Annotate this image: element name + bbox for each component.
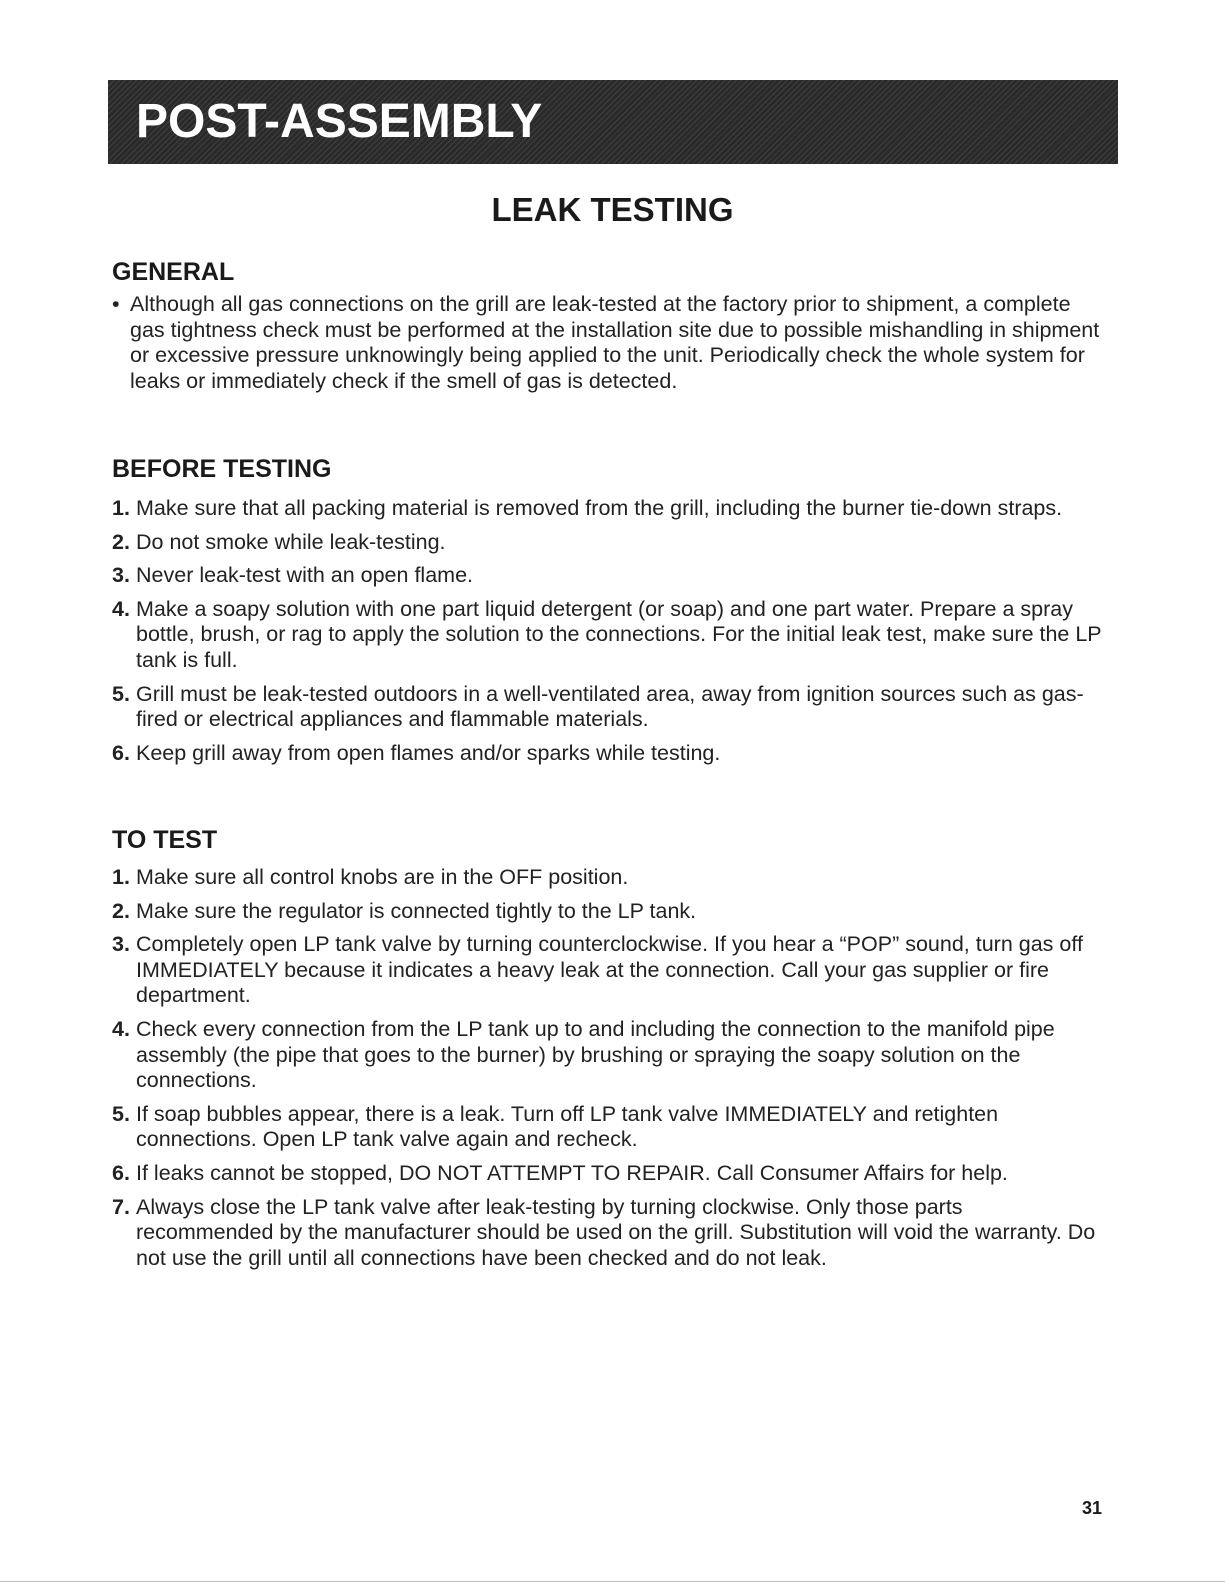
item-number: 3. [112,932,130,957]
before-testing-item-5 [112,682,1102,733]
item-text: Make sure that all packing material is removed from the grill, including the burner tie-down straps. [136,496,1063,520]
to-test-list [112,865,1102,1271]
page-title: LEAK TESTING [491,191,734,228]
before-testing-item-1 [112,496,1102,522]
page-number: 31 [1081,1498,1102,1518]
to-test-item-6 [112,1161,1102,1187]
before-testing-list [112,496,1102,766]
to-test-heading: TO TEST [112,826,218,854]
item-number: 5. [112,681,130,706]
bottom-rule [0,1581,1225,1582]
item-text: Completely open LP tank valve by turning counterclockwise. If you hear a “POP” sound, turn gas off IMMEDIATELY because it indicates a heavy leak at the connection. Call your gas supplier or fire department. [136,932,1083,1008]
item-number: 2. [112,898,130,923]
item-number: 4. [112,1016,130,1041]
general-heading: GENERAL [112,258,235,286]
before-testing-item-2 [112,530,1102,556]
item-number: 2. [112,529,130,554]
section-banner [108,80,1118,164]
item-number: 7. [112,1194,130,1219]
item-text: Make sure the regulator is connected tightly to the LP tank. [136,898,697,923]
item-text: If leaks cannot be stopped, DO NOT ATTEMPT TO REPAIR. Call Consumer Affairs for help. [136,1160,1008,1185]
item-text: Always close the LP tank valve after leak-testing by turning clockwise. Only those parts recommended by the manufacturer should be used on the grill. Substitution will void the warranty. Do not use the grill until all connections have been checked and do not leak. [136,1194,1096,1270]
before-testing-item-3 [112,563,1102,589]
to-test-item-1 [112,865,1102,891]
item-number: 4. [112,596,130,621]
general-bullet-item [112,292,1102,394]
to-test-section [112,865,1102,1279]
bullet-marker: • [112,292,120,316]
item-text: Grill must be leak-tested outdoors in a well-ventilated area, away from ignition sources such as gas-fired or electrical appliances and flammable materials. [136,681,1084,732]
item-text: Make a soapy solution with one part liquid detergent (or soap) and one part water. Prepare a spray bottle, brush, or rag to apply the solution to the connections. For the initial leak test, make sure the LP tank is full. [136,596,1102,672]
item-number: 1. [112,496,130,520]
before-testing-item-4 [112,597,1102,674]
general-section [112,292,1102,394]
before-testing-item-6 [112,741,1102,767]
item-number: 3. [112,563,130,588]
item-text: Keep grill away from open flames and/or sparks while testing. [136,740,721,765]
to-test-item-2 [112,899,1102,925]
item-number: 6. [112,740,130,765]
item-text: Check every connection from the LP tank up to and including the connection to the manifold pipe assembly (the pipe that goes to the burner) by brushing or spraying the soapy solution on the connections. [136,1016,1055,1093]
item-text: Make sure all control knobs are in the OFF position. [136,865,629,889]
item-number: 6. [112,1160,130,1185]
item-number: 5. [112,1101,130,1126]
before-testing-section [112,496,1102,774]
to-test-item-3 [112,932,1102,1009]
item-text: If soap bubbles appear, there is a leak. Turn off LP tank valve IMMEDIATELY and retighten connections. Open LP tank valve again and recheck. [136,1101,999,1152]
general-bullet-list [112,292,1102,394]
to-test-item-4 [112,1017,1102,1094]
item-number: 1. [112,865,130,889]
banner-title: POST-ASSEMBLY [136,95,543,148]
item-text: Never leak-test with an open flame. [136,563,473,588]
to-test-item-7 [112,1195,1102,1272]
general-bullet-text: Although all gas connections on the grill are leak-tested at the factory prior to shipment, a complete gas tightness check must be performed at the installation site due to possible mishandling in shipment or excessive pressure unknowingly being applied to the unit. Periodically check the whole system for leaks or immediately check if the smell of gas is detected. [130,292,1100,393]
item-text: Do not smoke while leak-testing. [136,529,446,554]
to-test-item-5 [112,1102,1102,1153]
before-testing-heading: BEFORE TESTING [112,455,332,483]
